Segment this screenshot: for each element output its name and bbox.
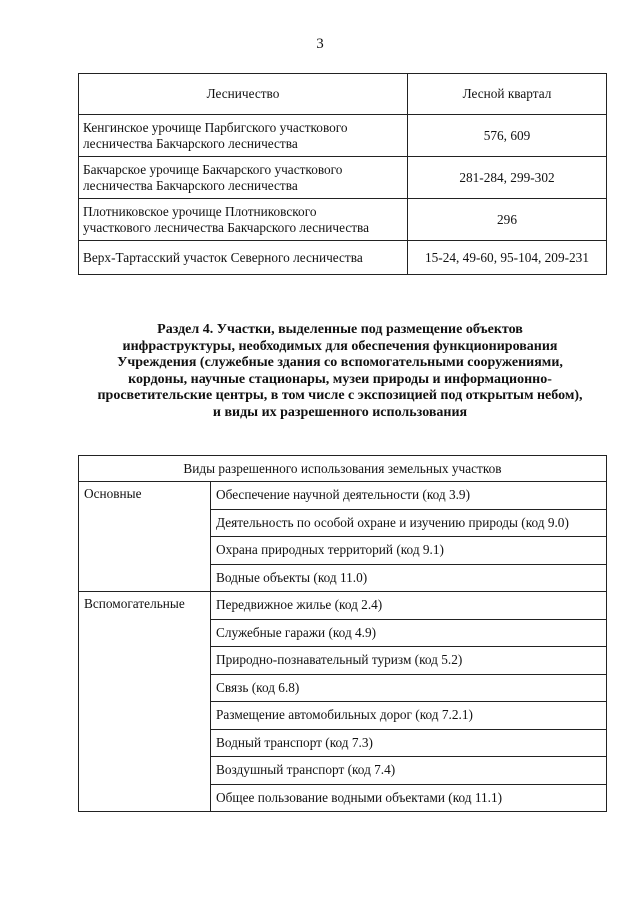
use-item: Связь (код 6.8) bbox=[211, 674, 607, 702]
group-aux-label: Вспомогательные bbox=[79, 592, 211, 812]
quarter-cell: 576, 609 bbox=[408, 115, 607, 157]
table-header-row bbox=[79, 456, 607, 482]
use-item: Водные объекты (код 11.0) bbox=[211, 564, 607, 592]
table-row bbox=[79, 592, 607, 620]
page-number: 3 bbox=[316, 36, 324, 52]
table-row bbox=[79, 241, 607, 275]
land-use-table bbox=[78, 455, 607, 812]
forestry-table bbox=[78, 73, 607, 275]
use-item: Обеспечение научной деятельности (код 3.9) bbox=[211, 482, 607, 510]
forestry-cell: Плотниковское урочище Плотниковского участкового лесничества Бакчарского лесничества bbox=[79, 199, 408, 241]
use-item: Охрана природных территорий (код 9.1) bbox=[211, 537, 607, 565]
use-item: Общее пользование водными объектами (код 11.1) bbox=[211, 784, 607, 812]
table-row bbox=[79, 115, 607, 157]
forestry-cell: Верх-Тартасский участок Северного лесничества bbox=[79, 241, 408, 275]
quarter-cell: 296 bbox=[408, 199, 607, 241]
land-use-header: Виды разрешенного использования земельных участков bbox=[79, 456, 607, 482]
group-main-label: Основные bbox=[79, 482, 211, 592]
use-item: Передвижное жилье (код 2.4) bbox=[211, 592, 607, 620]
table-header-row bbox=[79, 74, 607, 115]
quarter-cell: 281-284, 299-302 bbox=[408, 157, 607, 199]
use-item: Размещение автомобильных дорог (код 7.2.1) bbox=[211, 702, 607, 730]
header-forestry: Лесничество bbox=[79, 74, 408, 115]
table-row bbox=[79, 199, 607, 241]
quarter-cell: 15-24, 49-60, 95-104, 209-231 bbox=[408, 241, 607, 275]
forestry-cell: Бакчарское урочище Бакчарского участкового лесничества Бакчарского лесничества bbox=[79, 157, 408, 199]
use-item: Природно-познавательный туризм (код 5.2) bbox=[211, 647, 607, 675]
header-quarter: Лесной квартал bbox=[408, 74, 607, 115]
use-item: Воздушный транспорт (код 7.4) bbox=[211, 757, 607, 785]
forestry-cell: Кенгинское урочище Парбигского участкового лесничества Бакчарского лесничества bbox=[79, 115, 408, 157]
use-item: Деятельность по особой охране и изучению природы (код 9.0) bbox=[211, 509, 607, 537]
section-4-title: Раздел 4. Участки, выделенные под размещение объектов инфраструктуры, необходимых для обеспечения функционирования Учреждения (служебные здания со вспомогательными сооружениями, кордоны, научные стационары, музеи природы и информационно- просветительские центры, в том числе с экспозицией под открытым небом), и виды их разрешенного использования bbox=[97, 322, 583, 420]
use-item: Служебные гаражи (код 4.9) bbox=[211, 619, 607, 647]
use-item: Водный транспорт (код 7.3) bbox=[211, 729, 607, 757]
table-row bbox=[79, 482, 607, 510]
table-row bbox=[79, 157, 607, 199]
